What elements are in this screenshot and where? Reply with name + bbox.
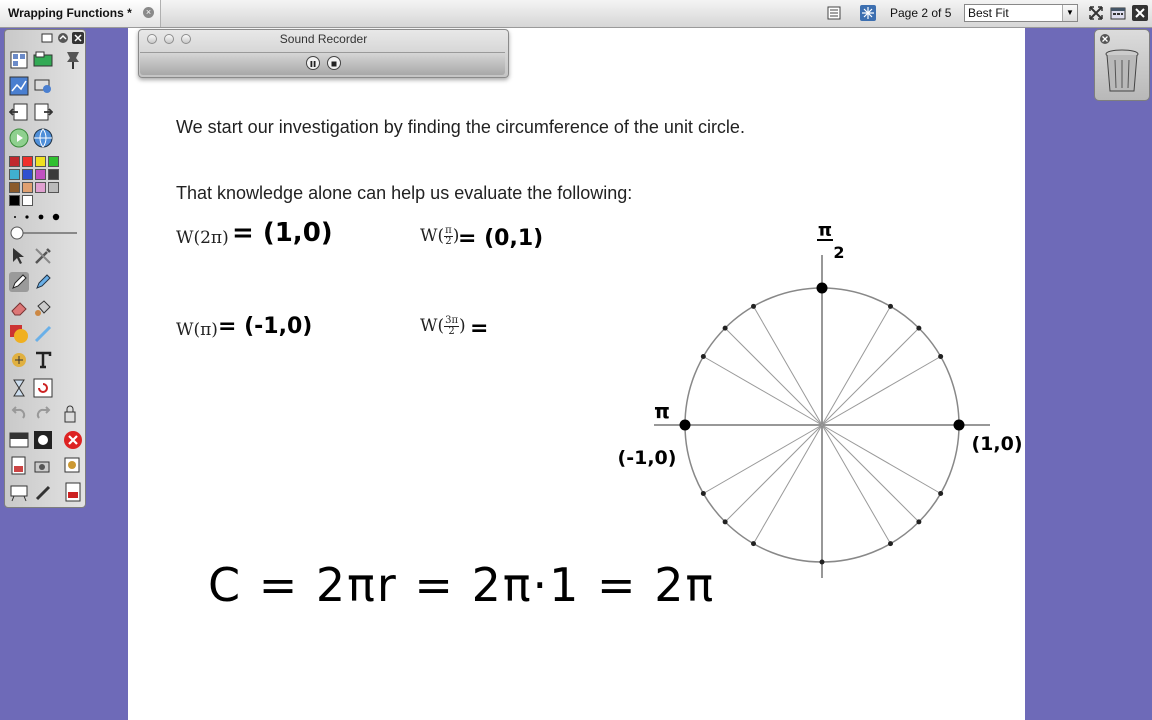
color-swatch[interactable] [48, 182, 59, 193]
label-point-right: (1,0) [971, 433, 1023, 455]
tab-close-icon[interactable]: × [143, 7, 154, 18]
line-width-selector[interactable] [9, 210, 81, 222]
circle-point [751, 541, 756, 546]
lock-icon[interactable] [63, 404, 77, 424]
shape-tool-icon[interactable] [9, 324, 29, 344]
eraser-tool-icon[interactable] [9, 298, 29, 318]
circle-point [701, 354, 706, 359]
answer-w-pi: = (-1,0) [218, 314, 313, 339]
radius-line [703, 425, 822, 494]
color-swatch[interactable] [35, 182, 46, 193]
recorder-controls [140, 52, 505, 75]
marked-point [817, 283, 828, 294]
close-icon[interactable] [1099, 32, 1111, 44]
pointer-tool-icon[interactable] [33, 482, 53, 502]
previous-page-icon[interactable] [9, 102, 29, 122]
globe-icon[interactable] [33, 128, 53, 148]
toolbar-icon[interactable] [1110, 5, 1126, 21]
select-tool-icon[interactable] [9, 246, 29, 266]
circle-point [701, 491, 706, 496]
function-prefix: W( [420, 226, 445, 246]
title-bar [0, 0, 1152, 28]
chart-tool-icon[interactable] [9, 76, 29, 96]
circle-point [751, 304, 756, 309]
label-pi-left: π [654, 399, 670, 423]
tools-icon[interactable] [33, 246, 53, 266]
radius-line [822, 306, 891, 425]
color-swatch[interactable] [22, 195, 33, 206]
text-line-circumference: We start our investigation by finding the circumference of the unit circle. [176, 117, 745, 137]
circle-point [888, 541, 893, 546]
fraction [444, 226, 453, 247]
snowflake-icon[interactable] [860, 5, 876, 21]
circle-point [820, 560, 825, 565]
pause-button[interactable] [306, 56, 320, 70]
radius-line [703, 357, 822, 426]
close-icon[interactable] [1132, 5, 1148, 21]
radius-line [725, 425, 822, 522]
pen-tool-icon[interactable] [9, 272, 29, 292]
color-swatch[interactable] [22, 169, 33, 180]
color-swatch[interactable] [9, 195, 20, 206]
circle-point [723, 326, 728, 331]
fraction [444, 316, 459, 337]
connector-tool-icon[interactable] [33, 324, 53, 344]
resources-icon[interactable] [63, 456, 83, 476]
fill-tool-icon[interactable] [33, 298, 53, 318]
document-tab[interactable] [0, 0, 161, 27]
stop-icon [328, 58, 340, 70]
circle-point [938, 354, 943, 359]
fraction-denominator: 2 [445, 236, 452, 247]
function-suffix: ) [452, 226, 460, 246]
function-w-pi: W(π) [176, 320, 218, 340]
function-suffix: ) [459, 316, 466, 336]
color-swatch[interactable] [48, 169, 59, 180]
fraction-numerator: π [445, 225, 452, 236]
radius-line [822, 425, 941, 494]
text-line-evaluate: That knowledge alone can help us evaluate the following: [176, 183, 633, 203]
color-swatch[interactable] [35, 156, 46, 167]
trash-icon[interactable] [1103, 46, 1141, 96]
spotlight-icon[interactable] [33, 430, 53, 450]
delete-icon[interactable] [63, 430, 83, 450]
function-w-pi-over-2 [420, 226, 459, 247]
toolbox-panel [4, 29, 86, 508]
next-page-icon[interactable] [33, 102, 53, 122]
circle-point [916, 326, 921, 331]
radius-line [754, 306, 823, 425]
fraction-numerator: 3π [445, 315, 459, 326]
highlighter-tool-icon[interactable] [33, 272, 53, 292]
window-icon[interactable] [826, 5, 842, 21]
pdf-icon[interactable] [63, 482, 83, 502]
marked-point [680, 420, 691, 431]
radius-line [822, 425, 891, 544]
redo-icon[interactable] [33, 404, 53, 424]
document-tab-title: Wrapping Functions * [8, 6, 132, 20]
unit-circle-diagram [613, 218, 1033, 578]
screen-shade-icon[interactable] [9, 430, 29, 450]
label-pi-over-2-den: 2 [833, 243, 845, 262]
color-swatch[interactable] [9, 169, 20, 180]
fullscreen-icon[interactable] [1088, 5, 1104, 21]
color-palette [9, 156, 81, 208]
color-swatch[interactable] [9, 156, 20, 167]
page-sorter-icon[interactable] [9, 50, 29, 70]
color-swatch[interactable] [22, 182, 33, 193]
magic-ink-icon[interactable] [9, 350, 29, 370]
gallery-icon[interactable] [33, 50, 53, 70]
pin-icon[interactable] [63, 48, 83, 68]
timer-icon[interactable] [9, 378, 29, 398]
zoom-select[interactable] [964, 4, 1078, 22]
answer-w-3pi-over-2: = [470, 316, 489, 341]
camera-icon[interactable] [33, 456, 53, 476]
settings-tool-icon[interactable] [33, 76, 53, 96]
text-tool-icon[interactable] [33, 350, 53, 370]
refresh-icon[interactable] [33, 378, 53, 398]
toolbox-collapse-icon[interactable] [57, 31, 69, 43]
play-icon[interactable] [9, 128, 29, 148]
label-pi-over-2-num: π [817, 220, 833, 241]
chevron-down-icon[interactable]: ▼ [1062, 5, 1077, 21]
function-w-3pi-over-2 [420, 316, 466, 337]
page-indicator: Page 2 of 5 [890, 6, 952, 20]
radius-line [822, 328, 919, 425]
document-tool-icon[interactable] [9, 456, 29, 476]
circle-point [916, 519, 921, 524]
function-prefix: W( [420, 316, 445, 336]
color-swatch[interactable] [35, 169, 46, 180]
answer-w-2pi: = (1,0) [232, 218, 333, 248]
transparency-slider[interactable] [9, 226, 81, 240]
circle-point [723, 519, 728, 524]
toolbox-menu-icon[interactable] [41, 31, 53, 43]
trash-panel[interactable] [1094, 29, 1150, 101]
radius-line [822, 425, 919, 522]
radius-line [725, 328, 822, 425]
flipchart-tool-icon[interactable] [9, 482, 29, 502]
radius-line [754, 425, 823, 544]
color-swatch[interactable] [9, 182, 20, 193]
circle-point [888, 304, 893, 309]
marked-point [954, 420, 965, 431]
document-page[interactable] [128, 28, 1025, 720]
fraction-denominator: 2 [448, 326, 455, 337]
pause-icon [307, 58, 319, 70]
label-point-left: (-1,0) [617, 447, 677, 469]
answer-w-pi-over-2: = (0,1) [458, 226, 544, 251]
toolbox-close-icon[interactable] [72, 31, 84, 43]
zoom-select-value: Best Fit [968, 6, 1009, 20]
color-swatch[interactable] [48, 156, 59, 167]
sound-recorder-title: Sound Recorder [279, 32, 368, 46]
color-swatch[interactable] [22, 156, 33, 167]
sound-recorder-window[interactable] [138, 29, 509, 78]
circle-point [938, 491, 943, 496]
circumference-equation: C = 2πr = 2π·1 = 2π [208, 558, 716, 612]
stop-button[interactable] [327, 56, 341, 70]
radius-line [822, 357, 941, 426]
undo-icon[interactable] [9, 404, 29, 424]
function-w-2pi: W(2π) [176, 228, 229, 248]
